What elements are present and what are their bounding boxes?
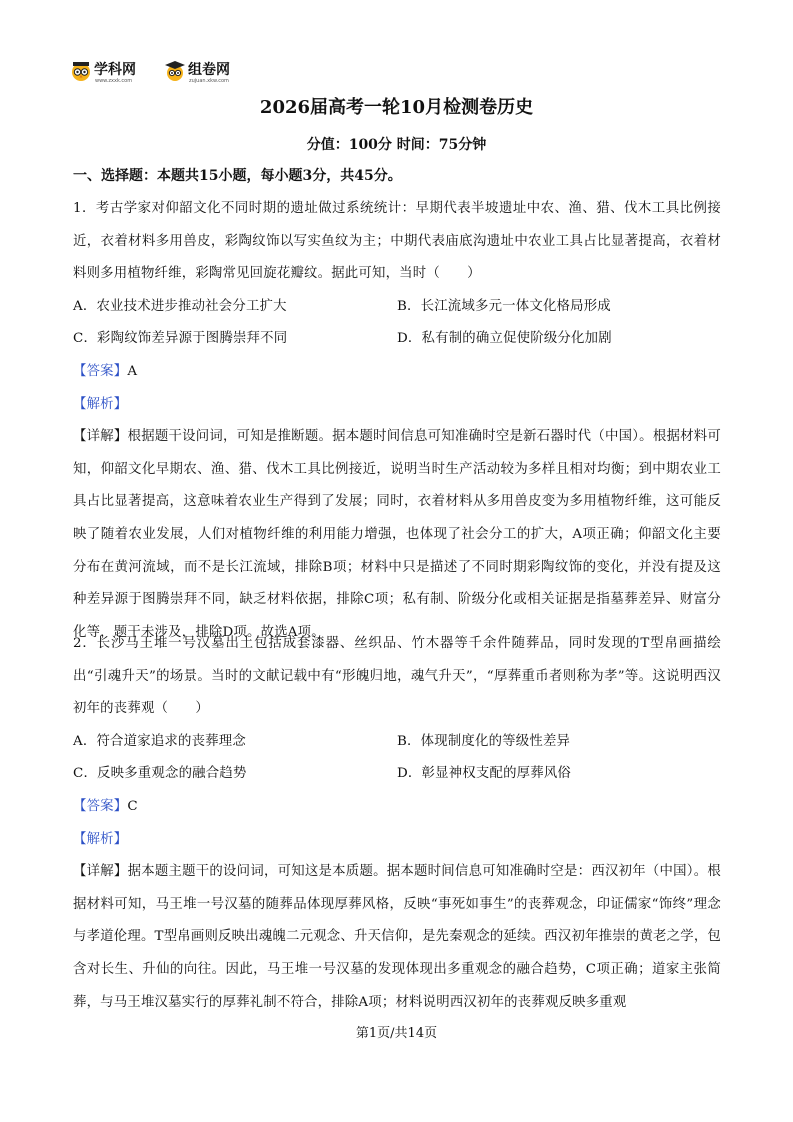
- page-title: 2026届高考一轮10月检测卷历史: [259, 97, 534, 118]
- answer-tag: 【答案】: [73, 798, 128, 814]
- question-2-answer: [73, 791, 721, 824]
- question-1-options-row-1: [73, 291, 721, 324]
- logo-zxxk[interactable]: [70, 58, 150, 90]
- question-1: [73, 193, 721, 649]
- detail-text: 据本题主题干的设问词，可知这是本质题。据本题时间信息可知准确时空是：西汉初年（中国）。根据材料可知，马王堆一号汉墓的随葬品体现厚葬风格，反映“事死如事生”的丧葬观念，印证儒家“饰终”理念与孝道伦理。T型帛画则反映出魂魄二元观念、升天信仰，是先秦观念的延续。西汉初年推崇的黄老之学，包含对长生、升仙的向往。因此，马王堆一号汉墓的发现体现出多重观念的融合趋势，C项正确；道家主张简葬，与马王堆汉墓实行的厚葬礼制不符合，排除A项；材料说明西汉初年的丧葬观反映多重观: [73, 864, 721, 1010]
- question-1-option-b: B．长江流域多元一体文化格局形成: [397, 298, 611, 314]
- logo-zxxk-url: www.zxxk.com: [95, 78, 133, 84]
- question-2-option-b: B．体现制度化的等级性差异: [397, 733, 571, 749]
- graduation-cap-mascot-icon: [164, 60, 186, 82]
- exam-info: 分值：100分 时间：75分钟: [306, 137, 487, 153]
- question-2-option-d: D．彰显神权支配的厚葬风俗: [397, 766, 572, 782]
- page-number: 第1页/共14页: [355, 1026, 438, 1041]
- analysis-tag: 【解析】: [73, 831, 128, 847]
- question-1-detail: [73, 421, 721, 649]
- detail-tag: 【详解】: [73, 429, 128, 445]
- analysis-tag: 【解析】: [73, 396, 128, 412]
- logo-zujuan[interactable]: [164, 58, 244, 90]
- question-1-option-d: D．私有制的确立促使阶级分化加剧: [397, 331, 612, 347]
- section-heading: 一、选择题：本题共15小题，每小题3分，共45分。: [73, 168, 402, 184]
- question-2: [73, 628, 721, 1019]
- question-1-option-a: A．农业技术进步推动社会分工扩大: [73, 298, 287, 314]
- question-1-option-c: C．彩陶纹饰差异源于图腾崇拜不同: [73, 331, 288, 347]
- question-2-detail: [73, 856, 721, 1019]
- question-1-options-row-2: [73, 323, 721, 356]
- detail-tag: 【详解】: [73, 864, 128, 880]
- question-1-answer: [73, 356, 721, 389]
- answer-value: A: [127, 363, 138, 379]
- question-2-option-a: A．符合道家追求的丧葬理念: [73, 733, 246, 749]
- logo-zujuan-name: 组卷网: [188, 62, 230, 78]
- question-1-stem: 1．考古学家对仰韶文化不同时期的遗址做过系统统计：早期代表半坡遗址中农、渔、猎、伐木工具比例接近，衣着材料多用兽皮，彩陶纹饰以写实鱼纹为主；中期代表庙底沟遗址中农业工具占比显著提高，衣着材料则多用植物纤维，彩陶常见回旋花瓣纹。据此可知，当时（ ）: [73, 201, 721, 282]
- question-2-options-row-1: [73, 726, 721, 759]
- question-2-stem: 2．长沙马王堆一号汉墓出土包括成套漆器、丝织品、竹木器等千余件随葬品，同时发现的T型帛画描绘出“引魂升天”的场景。当时的文献记载中有“形魄归地，魂气升天”，“厚葬重币者则称为孝”等。这说明西汉初年的丧葬观（ ）: [73, 636, 721, 717]
- answer-value: C: [127, 798, 138, 814]
- question-2-options-row-2: [73, 758, 721, 791]
- answer-tag: 【答案】: [73, 363, 128, 379]
- logo-zxxk-name: 学科网: [94, 62, 136, 78]
- header-logos: [70, 58, 244, 90]
- question-2-option-c: C．反映多重观念的融合趋势: [73, 766, 247, 782]
- logo-zujuan-url: zujuan.xkw.com: [189, 78, 229, 84]
- owl-mascot-icon: [70, 60, 92, 82]
- detail-text: 根据题干设问词，可知是推断题。据本题时间信息可知准确时空是新石器时代（中国）。根据材料可知，仰韶文化早期农、渔、猎、伐木工具比例接近，说明当时生产活动较为多样且相对均衡；到中期农业工具占比显著提高，这意味着农业生产得到了发展；同时，衣着材料从多用兽皮变为多用植物纤维，这可能反映了随着农业发展，人们对植物纤维的利用能力增强，也体现了社会分工的扩大，A项正确；仰韶文化主要分布在黄河流域，而不是长江流域，排除B项；材料中只是描述了不同时期彩陶纹饰的变化，并没有提及这种差异源于图腾崇拜不同，缺乏材料依据，排除C项；私有制、阶级分化或相关证据是指墓葬差异、财富分化等，题干未涉及，排除D项。故选A项。: [73, 429, 721, 640]
